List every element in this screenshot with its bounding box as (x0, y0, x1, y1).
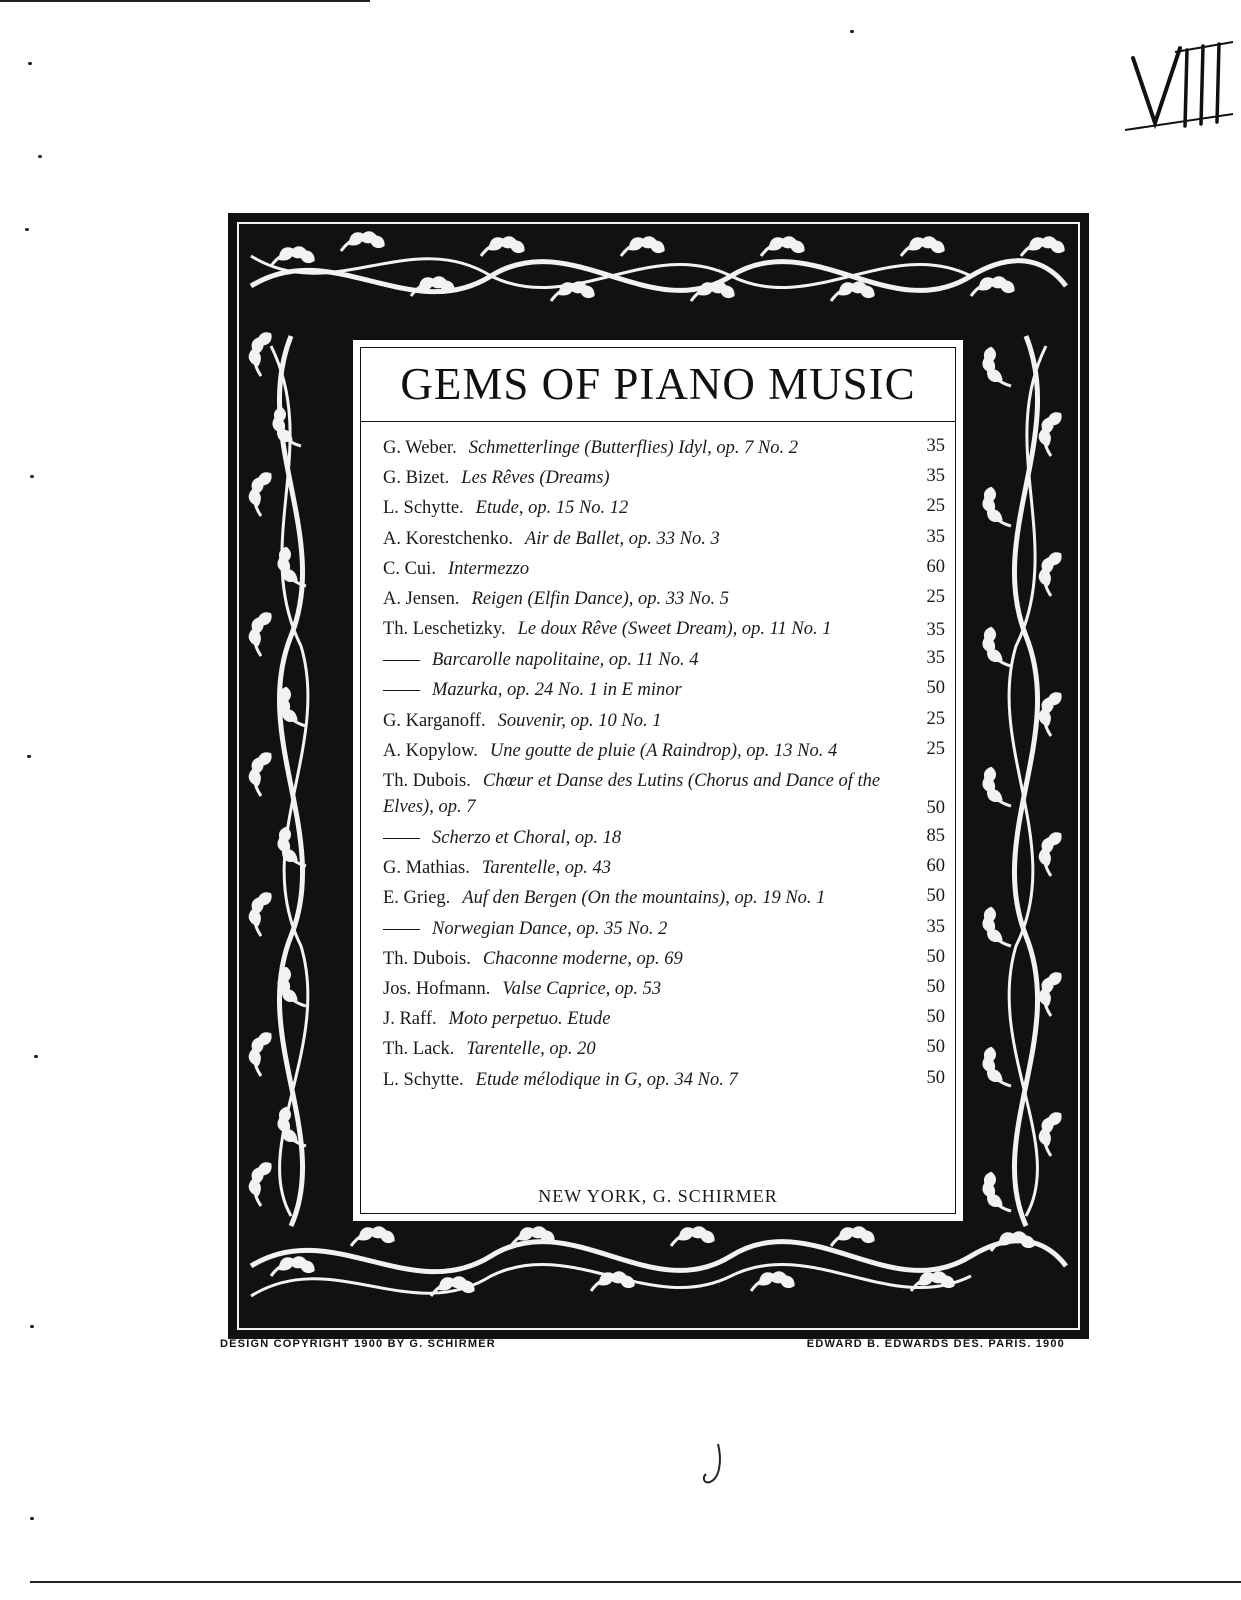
list-item (383, 1034, 945, 1064)
speck (30, 1325, 34, 1328)
price: 35 (926, 648, 945, 669)
work-title: Etude, op. 15 No. 12 (475, 498, 629, 519)
list-item (383, 706, 945, 736)
list-item (383, 766, 945, 823)
list-item (383, 675, 945, 705)
speck (27, 755, 31, 758)
price: 25 (926, 587, 945, 608)
work-title: Souvenir, op. 10 No. 1 (497, 710, 662, 731)
speck (30, 475, 34, 478)
list-item (383, 914, 945, 944)
composer: —— (383, 680, 420, 701)
composer: —— (383, 828, 420, 849)
list-item (383, 554, 945, 584)
composer: Th. Dubois. (383, 948, 471, 969)
title-divider (360, 421, 956, 422)
work-title: Le doux Rêve (Sweet Dream), op. 11 No. 1 (517, 619, 832, 640)
composer: J. Raff. (383, 1009, 437, 1030)
composer: A. Korestchenko. (383, 528, 513, 549)
composer: G. Weber. (383, 438, 457, 458)
speck (38, 155, 42, 158)
list-item (383, 883, 945, 913)
composer: —— (383, 650, 420, 671)
composer: G. Mathias. (383, 858, 470, 879)
list-item (383, 433, 945, 463)
composer: Th. Dubois. (383, 771, 471, 792)
price: 60 (926, 556, 945, 577)
composer: Jos. Hofmann. (383, 979, 491, 1000)
ornament-right-band (974, 336, 1067, 1226)
work-title: Chaconne moderne, op. 69 (482, 948, 683, 969)
work-title: Intermezzo (447, 558, 530, 579)
composer: L. Schytte. (383, 1069, 464, 1090)
work-title: Scherzo et Choral, op. 18 (432, 828, 622, 849)
work-title: Moto perpetuo. Etude (448, 1009, 611, 1030)
ornament-bottom-band (251, 1224, 1066, 1296)
speck (28, 62, 32, 65)
composer: G. Bizet. (383, 468, 450, 489)
speck (34, 1055, 38, 1058)
work-title: Les Rêves (Dreams) (461, 468, 610, 489)
price: 50 (926, 946, 945, 967)
composer: G. Karganoff. (383, 710, 486, 731)
catalog-list (383, 433, 945, 1095)
work-title: Etude mélodique in G, op. 34 No. 7 (475, 1069, 738, 1090)
list-item (383, 1004, 945, 1034)
page-title: GEMS OF PIANO MUSIC (400, 359, 916, 409)
price: 50 (926, 798, 945, 819)
list-item (383, 974, 945, 1004)
list-item (383, 944, 945, 974)
price: 25 (926, 708, 945, 729)
handwritten-mark (700, 1440, 730, 1490)
work-title: Mazurka, op. 24 No. 1 in E minor (432, 680, 682, 701)
work-title: Une goutte de pluie (A Raindrop), op. 13 No. 4 (489, 740, 838, 761)
list-item (383, 463, 945, 493)
price: 50 (926, 1037, 945, 1058)
title-panel (350, 337, 966, 1224)
list-item (383, 584, 945, 614)
work-title: Schmetterlinge (Butterflies) Idyl, op. 7 No. 2 (468, 438, 799, 458)
composer: C. Cui. (383, 558, 436, 579)
ornamental-frame (228, 213, 1089, 1339)
list-item (383, 823, 945, 853)
work-title: Reigen (Elfin Dance), op. 33 No. 5 (471, 589, 729, 610)
list-item (383, 645, 945, 675)
ornament-left-band (240, 325, 308, 1226)
price: 35 (926, 466, 945, 487)
work-title: Tarentelle, op. 20 (466, 1039, 596, 1060)
list-item (383, 736, 945, 766)
work-title: Auf den Bergen (On the mountains), op. 19 No. 1 (462, 888, 826, 909)
price: 50 (926, 1007, 945, 1028)
work-title: Air de Ballet, op. 33 No. 3 (524, 528, 720, 549)
price: 35 (926, 436, 945, 456)
work-title: Valse Caprice, op. 53 (502, 979, 662, 1000)
list-item (383, 853, 945, 883)
composer: L. Schytte. (383, 498, 464, 519)
handwritten-roman-numeral (1125, 38, 1235, 138)
composer: A. Jensen. (383, 589, 460, 610)
price: 50 (926, 1067, 945, 1088)
price: 35 (926, 620, 945, 641)
composer: —— (383, 918, 420, 939)
composer: Th. Lack. (383, 1039, 455, 1060)
publisher-imprint: NEW YORK, G. SCHIRMER (538, 1186, 778, 1206)
price: 25 (926, 496, 945, 517)
composer: Th. Leschetizky. (383, 619, 506, 640)
ornament-top-band (251, 229, 1068, 301)
price: 25 (926, 738, 945, 759)
scan-edge-top (0, 0, 370, 2)
work-title: Chœur et Danse des Lutins (Chorus and Dance of the Elves), op. 7 (383, 771, 881, 818)
price: 35 (926, 916, 945, 937)
footer-copyright: DESIGN COPYRIGHT 1900 BY G. SCHIRMER (220, 1338, 496, 1350)
composer: A. Kopylow. (383, 740, 478, 761)
speck (850, 30, 854, 33)
price: 50 (926, 678, 945, 699)
list-item (383, 524, 945, 554)
price: 50 (926, 886, 945, 907)
price: 60 (926, 856, 945, 877)
work-title: Norwegian Dance, op. 35 No. 2 (432, 918, 668, 939)
list-item (383, 1065, 945, 1095)
price: 85 (926, 826, 945, 847)
speck (25, 228, 29, 231)
speck (30, 1517, 34, 1520)
price: 35 (926, 526, 945, 547)
work-title: Tarentelle, op. 43 (481, 858, 612, 879)
composer: E. Grieg. (383, 888, 451, 909)
scan-edge-bottom (30, 1581, 1241, 1583)
work-title: Barcarolle napolitaine, op. 11 No. 4 (432, 650, 699, 671)
price: 50 (926, 977, 945, 998)
list-item (383, 614, 945, 645)
list-item (383, 493, 945, 523)
footer-designer: EDWARD B. EDWARDS DES. PARIS. 1900 (806, 1338, 1065, 1350)
